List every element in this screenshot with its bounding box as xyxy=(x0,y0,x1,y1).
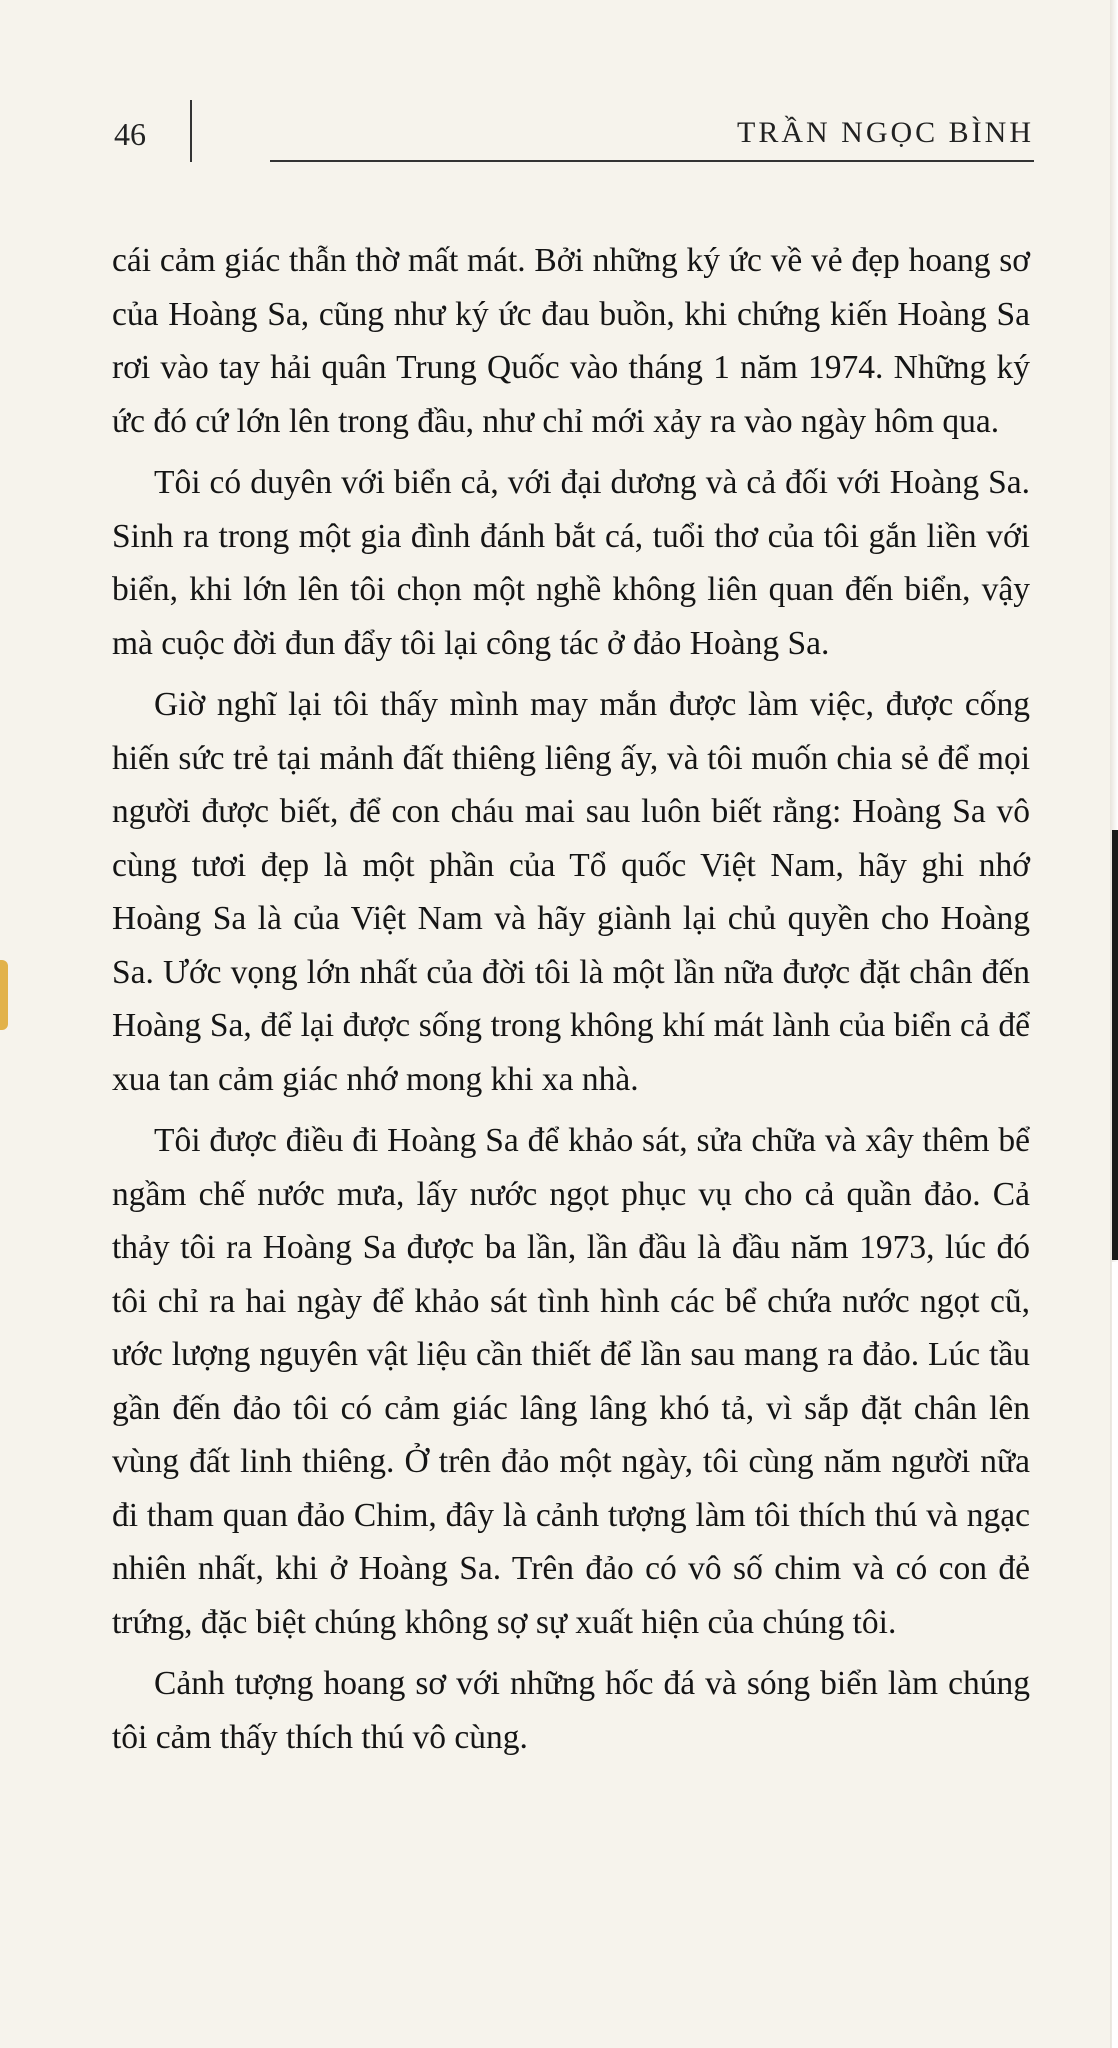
page-edge-light xyxy=(1112,1262,1118,2048)
page-edge-mark xyxy=(0,960,8,1030)
paragraph: Giờ nghĩ lại tôi thấy mình may mắn được làm việc, được cống hiến sức trẻ tại mảnh đất thiêng liêng ấy, và tôi muốn chia sẻ để mọi người được biết, để con cháu mai sau luôn biết rằng: Hoàng Sa vô cùng tươi đẹp là một phần của Tổ quốc Việt Nam, hãy ghi nhớ Hoàng Sa là của Việt Nam và hãy giành lại chủ quyền cho Hoàng Sa. Ước vọng lớn nhất của đời tôi là một lần nữa được đặt chân đến Hoàng Sa, để lại được sống trong không khí mát lành của biển cả để xua tan cảm giác nhớ mong khi xa nhà. xyxy=(112,686,1030,1098)
header-rule xyxy=(270,160,1034,162)
paragraph: cái cảm giác thẫn thờ mất mát. Bởi những ký ức về vẻ đẹp hoang sơ của Hoàng Sa, cũng như ký ức đau buồn, khi chứng kiến Hoàng Sa rơi vào tay hải quân Trung Quốc vào tháng 1 năm 1974. Những ký ức đó cứ lớn lên trong đầu, như chỉ mới xảy ra vào ngày hôm qua. xyxy=(112,242,1030,440)
paragraph: Cảnh tượng hoang sơ với những hốc đá và sóng biển làm chúng tôi cảm thấy thích thú vô cùng. xyxy=(112,1665,1030,1756)
paragraph: Tôi có duyên với biển cả, với đại dương và cả đối với Hoàng Sa. Sinh ra trong một gia đình đánh bắt cá, tuổi thơ của tôi gắn liền với biển, khi lớn lên tôi chọn một nghề không liên quan đến biển, vậy mà cuộc đời đun đẩy tôi lại công tác ở đảo Hoàng Sa. xyxy=(112,464,1030,662)
page-number: 46 xyxy=(114,116,146,152)
page-edge-shadow xyxy=(1112,830,1118,1260)
header-separator xyxy=(190,100,192,162)
body-text xyxy=(112,234,1030,1772)
author-name: TRẦN NGỌC BÌNH xyxy=(737,116,1034,149)
running-header xyxy=(114,108,1034,168)
paragraph: Tôi được điều đi Hoàng Sa để khảo sát, sửa chữa và xây thêm bể ngầm chế nước mưa, lấy nước ngọt phục vụ cho cả quần đảo. Cả thảy tôi ra Hoàng Sa được ba lần, lần đầu là đầu năm 1973, lúc đó tôi chỉ ra hai ngày để khảo sát tình hình các bể chứa nước ngọt cũ, ước lượng nguyên vật liệu cần thiết để lần sau mang ra đảo. Lúc tầu gần đến đảo tôi có cảm giác lâng lâng khó tả, vì sắp đặt chân lên vùng đất linh thiêng. Ở trên đảo một ngày, tôi cùng năm người nữa đi tham quan đảo Chim, đây là cảnh tượng làm tôi thích thú và ngạc nhiên nhất, khi ở Hoàng Sa. Trên đảo có vô số chim và có con đẻ trứng, đặc biệt chúng không sợ sự xuất hiện của chúng tôi. xyxy=(112,1122,1030,1641)
